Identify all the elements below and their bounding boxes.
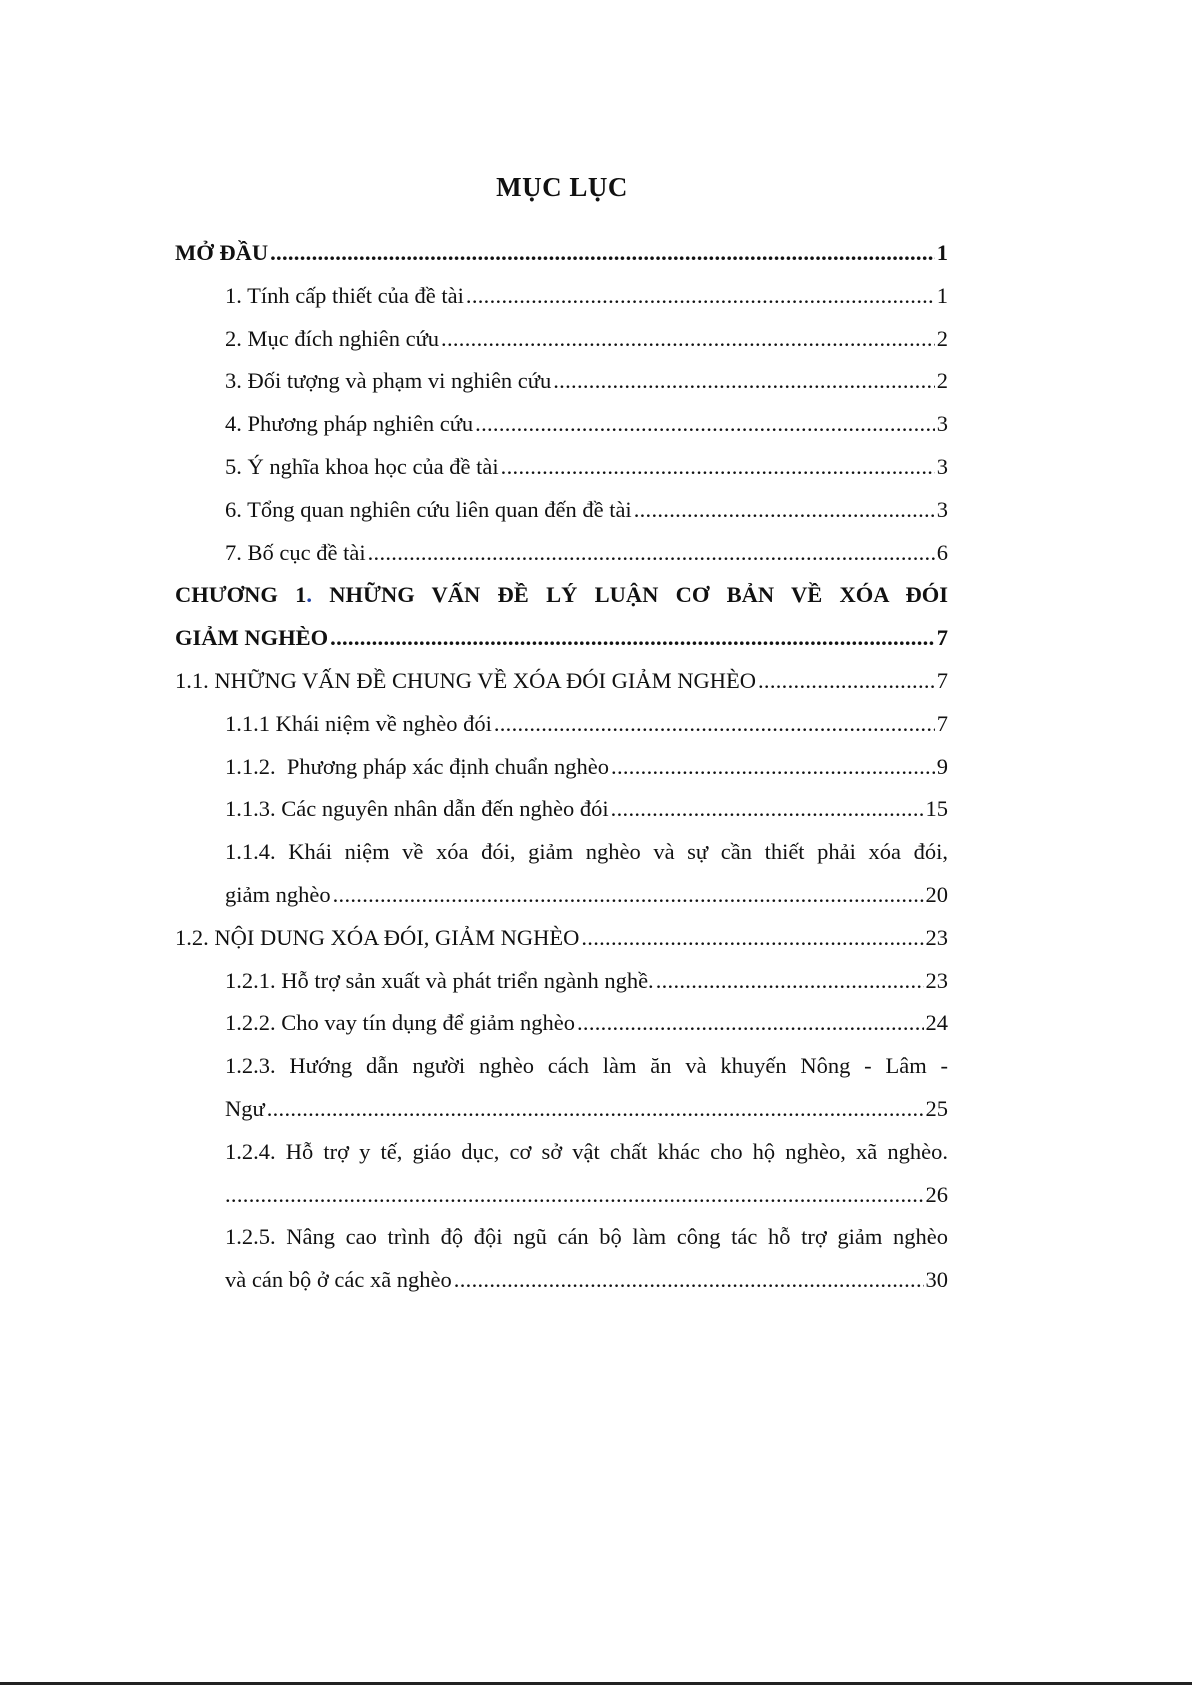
- toc-entry-text-line2: Ngư: [225, 1095, 265, 1121]
- toc-page-number: 7: [936, 625, 948, 651]
- toc-entry-text: 1.1. NHỮNG VẤN ĐỀ CHUNG VỀ XÓA ĐÓI GIẢM NGHÈO: [175, 667, 756, 693]
- dot-leader: [368, 532, 935, 575]
- toc-page-number: 2: [936, 325, 948, 351]
- toc-page-number: 23: [925, 967, 948, 993]
- toc-title: MỤC LỤC: [496, 172, 628, 202]
- toc-entry-chapter[interactable]: [175, 574, 948, 660]
- toc-entry[interactable]: [175, 660, 948, 703]
- toc-page-number: 30: [925, 1267, 948, 1293]
- toc-entry-text: 1. Tính cấp thiết của đề tài: [225, 282, 464, 308]
- toc-entry[interactable]: [175, 232, 948, 275]
- toc-page-number: 24: [925, 1010, 948, 1036]
- dot-leader: [494, 703, 935, 746]
- toc-page-number: 20: [925, 881, 948, 907]
- dot-leader: [656, 960, 924, 1003]
- dot-leader: [581, 917, 923, 960]
- toc-page-number: 1: [936, 240, 948, 265]
- toc-entry-text: 1.1.2. Phương pháp xác định chuẩn nghèo: [225, 753, 610, 779]
- dot-leader: [267, 1088, 924, 1131]
- toc-entry-text: 5. Ý nghĩa khoa học của đề tài: [225, 453, 499, 479]
- table-of-contents: [175, 232, 948, 1302]
- toc-entry-text: 1.2.2. Cho vay tín dụng để giảm nghèo: [225, 1010, 575, 1036]
- dot-leader: [333, 874, 924, 917]
- dot-leader: [611, 746, 935, 789]
- toc-entry-text-line1: 1.1.4. Khái niệm về xóa đói, giảm nghèo và sự cần thiết phải xóa đói,: [225, 839, 948, 865]
- toc-entry[interactable]: [175, 1045, 948, 1131]
- toc-entry-text: 1.1.1 Khái niệm về nghèo đói: [225, 710, 492, 736]
- dot-leader: [441, 318, 935, 361]
- toc-entry[interactable]: [175, 788, 948, 831]
- dot-leader: [270, 232, 935, 275]
- toc-entry-text: 1.1.3. Các nguyên nhân dẫn đến nghèo đói: [225, 796, 609, 822]
- dot-leader: [611, 788, 924, 831]
- dot-leader: [553, 360, 935, 403]
- dot-leader: [758, 660, 935, 703]
- toc-page-number: 26: [925, 1181, 948, 1207]
- toc-entry-text: 3. Đối tượng và phạm vi nghiên cứu: [225, 368, 552, 394]
- toc-entry[interactable]: [175, 446, 948, 489]
- toc-page-number: 7: [936, 667, 948, 693]
- dot-leader: [466, 275, 935, 318]
- dot-leader: [501, 446, 935, 489]
- toc-entry[interactable]: [175, 1131, 948, 1217]
- toc-entry[interactable]: [175, 532, 948, 575]
- toc-entry[interactable]: [175, 960, 948, 1003]
- toc-page-number: 15: [925, 796, 948, 822]
- dot-leader: [454, 1259, 924, 1302]
- toc-page-number: 6: [936, 539, 948, 565]
- toc-page-number: 25: [925, 1095, 948, 1121]
- toc-entry-text: 4. Phương pháp nghiên cứu: [225, 411, 474, 437]
- toc-page-number: 7: [936, 710, 948, 736]
- toc-entry-text-line2: GIẢM NGHÈO: [175, 625, 329, 651]
- toc-entry-text: MỞ ĐẦU: [175, 240, 269, 265]
- toc-page-number: 3: [936, 496, 948, 522]
- toc-entry[interactable]: [175, 318, 948, 361]
- dot-leader: [475, 403, 935, 446]
- dot-leader: [330, 617, 935, 660]
- toc-page-number: 2: [936, 368, 948, 394]
- toc-page-number: 23: [925, 924, 948, 950]
- toc-entry-text-line2: giảm nghèo: [225, 881, 331, 907]
- dot-leader: [225, 1174, 924, 1217]
- toc-entry-text-line1: 1.2.5. Nâng cao trình độ đội ngũ cán bộ làm công tác hỗ trợ giảm nghèo: [225, 1224, 948, 1250]
- toc-entry-text: 1.2. NỘI DUNG XÓA ĐÓI, GIẢM NGHÈO: [175, 924, 580, 950]
- toc-entry-text-line1: CHƯƠNG 1. NHỮNG VẤN ĐỀ LÝ LUẬN CƠ BẢN VỀ XÓA ĐÓI: [175, 582, 948, 608]
- toc-page-number: 3: [936, 453, 948, 479]
- toc-page-number: 3: [936, 411, 948, 437]
- dot-leader: [577, 1002, 924, 1045]
- toc-entry[interactable]: [175, 746, 948, 789]
- toc-page-number: 1: [936, 282, 948, 308]
- toc-entry-text-line2: và cán bộ ở các xã nghèo: [225, 1267, 452, 1293]
- toc-entry[interactable]: [175, 403, 948, 446]
- toc-entry[interactable]: [175, 489, 948, 532]
- toc-entry[interactable]: [175, 360, 948, 403]
- toc-entry-text: 7. Bố cục đề tài: [225, 539, 366, 565]
- toc-entry[interactable]: [175, 831, 948, 917]
- toc-page-number: 9: [936, 753, 948, 779]
- toc-entry[interactable]: [175, 275, 948, 318]
- toc-entry[interactable]: [175, 703, 948, 746]
- toc-entry-text-line1: 1.2.4. Hỗ trợ y tế, giáo dục, cơ sở vật chất khác cho hộ nghèo, xã nghèo.: [225, 1138, 948, 1164]
- toc-entry-text: 1.2.1. Hỗ trợ sản xuất và phát triển ngành nghề.: [225, 967, 654, 993]
- toc-entry[interactable]: [175, 1216, 948, 1302]
- toc-entry-text-line1: 1.2.3. Hướng dẫn người nghèo cách làm ăn và khuyến Nông - Lâm -: [225, 1053, 948, 1079]
- toc-entry-text: 6. Tổng quan nghiên cứu liên quan đến đề tài: [225, 496, 632, 522]
- dot-leader: [634, 489, 935, 532]
- toc-entry[interactable]: [175, 917, 948, 960]
- toc-entry[interactable]: [175, 1002, 948, 1045]
- toc-entry-text: 2. Mục đích nghiên cứu: [225, 325, 440, 351]
